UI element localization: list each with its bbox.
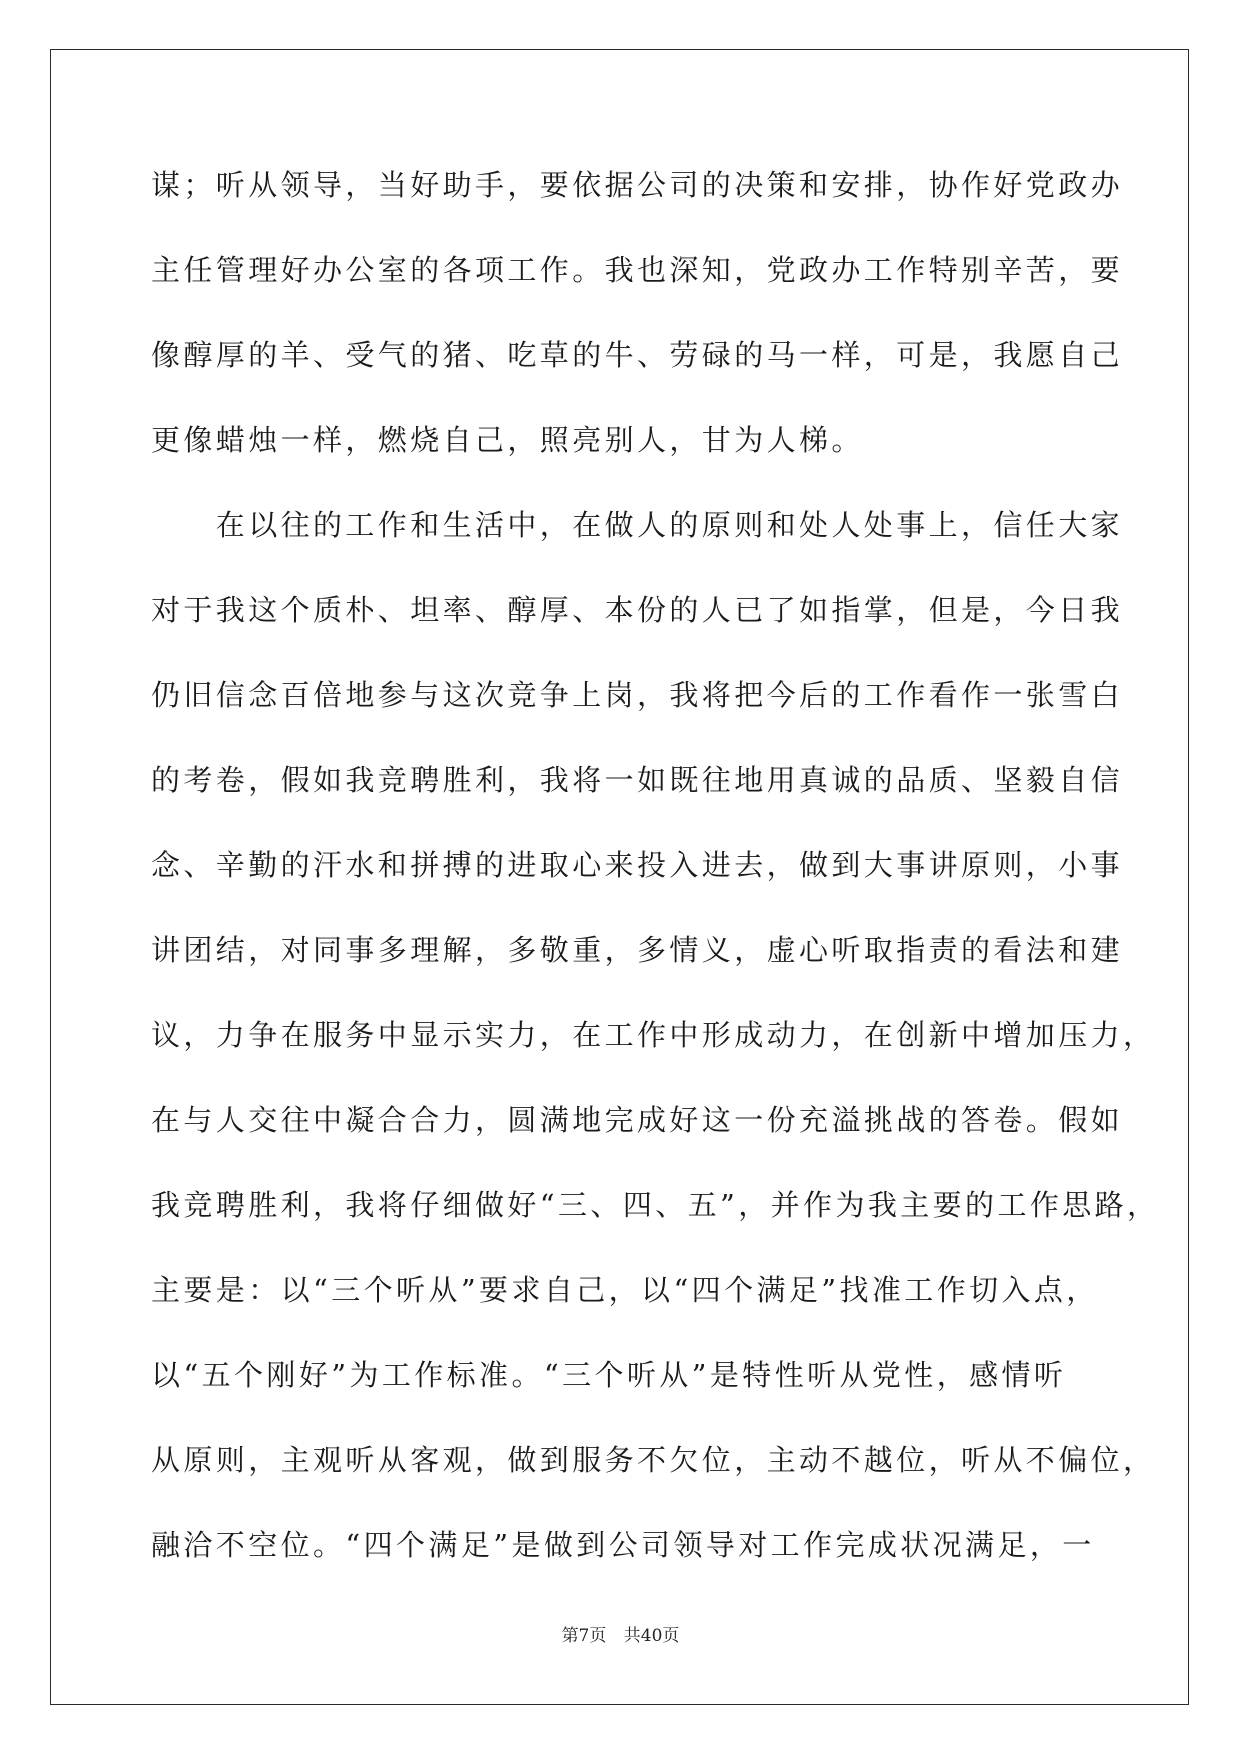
text-line: 主要是：以“三个听从”要求自己，以“四个满足”找准工作切入点， — [151, 1273, 1099, 1307]
text-line: 以“五个刚好”为工作标准。“三个听从”是特性听从党性，感情听 — [151, 1358, 1067, 1392]
text-line: 讲团结，对同事多理解，多敬重，多情义，虚心听取指责的看法和建 — [151, 933, 1124, 967]
page-footer — [0, 1621, 1241, 1646]
text-line: 我竞聘胜利，我将仔细做好“三、四、五”，并作为我主要的工作思路， — [151, 1188, 1160, 1222]
text-line: 在与人交往中凝合合力，圆满地完成好这一份充溢挑战的答卷。假如 — [151, 1103, 1124, 1137]
page-number-current: 第7页 — [561, 1626, 607, 1646]
text-line: 像醇厚的羊、受气的猪、吃草的牛、劳碌的马一样，可是，我愿自己 — [151, 338, 1124, 372]
text-line: 更像蜡烛一样，燃烧自己，照亮别人，甘为人梯。 — [151, 423, 864, 457]
document-body — [151, 155, 1160, 1600]
text-line: 从原则，主观听从客观，做到服务不欠位，主动不越位，听从不偏位， — [151, 1443, 1156, 1477]
text-line: 对于我这个质朴、坦率、醇厚、本份的人已了如指掌，但是，今日我 — [151, 593, 1124, 627]
text-line: 谋；听从领导，当好助手，要依据公司的决策和安排，协作好党政办 — [151, 168, 1124, 202]
text-line: 念、辛勤的汗水和拼搏的进取心来投入进去，做到大事讲原则，小事 — [151, 848, 1124, 882]
text-line: 在以往的工作和生活中，在做人的原则和处人处事上，信任大家 — [151, 508, 1124, 542]
text-line: 融洽不空位。“四个满足”是做到公司领导对工作完成状况满足，一 — [151, 1528, 1095, 1562]
text-line: 的考卷，假如我竞聘胜利，我将一如既往地用真诚的品质、坚毅自信 — [151, 763, 1124, 797]
text-line: 仍旧信念百倍地参与这次竞争上岗，我将把今后的工作看作一张雪白 — [151, 678, 1124, 712]
text-line: 主任管理好办公室的各项工作。我也深知，党政办工作特别辛苦，要 — [151, 253, 1124, 287]
text-line: 议，力争在服务中显示实力，在工作中形成动力，在创新中增加压力， — [151, 1018, 1156, 1052]
page-number-total: 共40页 — [623, 1626, 680, 1646]
